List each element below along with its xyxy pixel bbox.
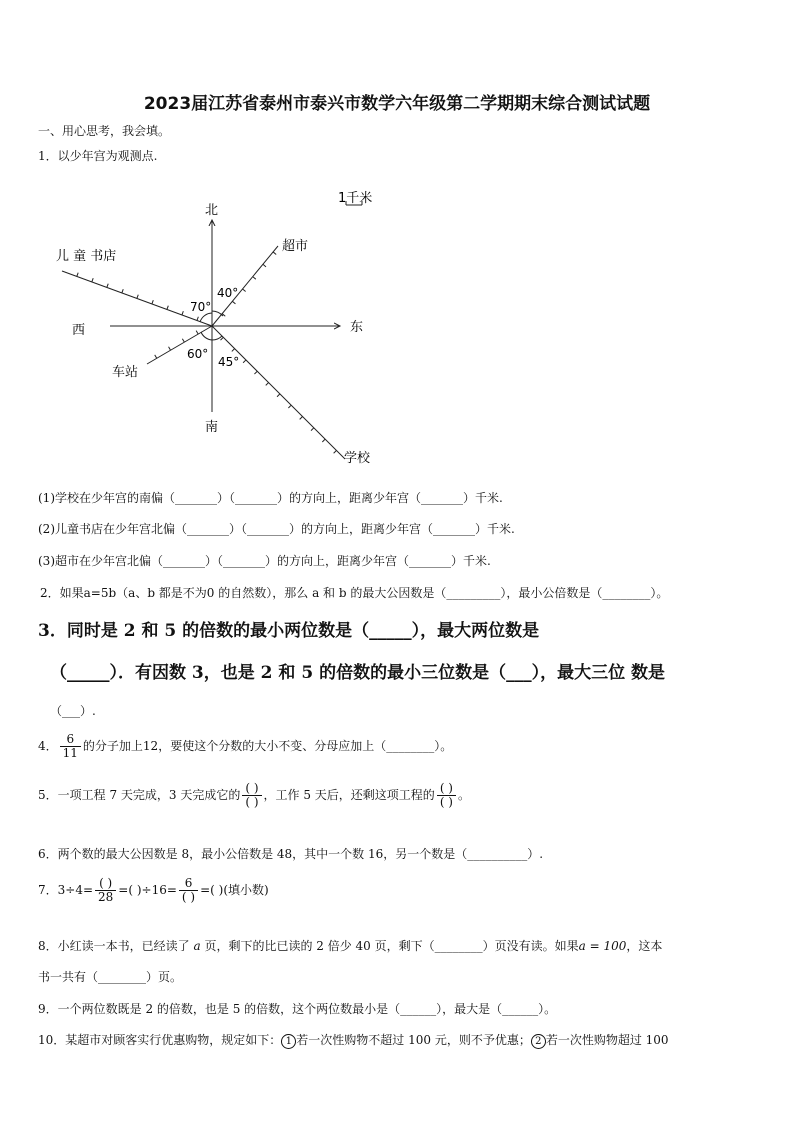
fraction-6-11: $\frac{6}{11}$ [60, 733, 81, 760]
question-8-line1: 8．小红读一本书，已经读了 a 页，剩下的比已读的 2 倍少 40 页，剩下（________）页没有读。如果a = 100，这本 [38, 939, 663, 953]
tick-mark [334, 450, 337, 453]
tick-mark [288, 405, 291, 408]
tick-mark [182, 311, 183, 315]
bookstore-label: 儿 童 书店 [56, 249, 117, 264]
angle-40-label: 40° [217, 286, 239, 300]
tick-mark [182, 339, 184, 342]
tick-mark [243, 360, 246, 363]
tick-mark [155, 355, 157, 358]
tick-mark [232, 349, 235, 352]
south-label: 南 [205, 420, 219, 435]
section-heading: 一、用心思考，我会填。 [38, 124, 171, 138]
west-label: 西 [72, 323, 86, 338]
north-label: 北 [205, 203, 219, 218]
tick-mark [169, 347, 171, 350]
school-label: 学校 [344, 451, 371, 466]
angle-45-label: 45° [218, 355, 240, 369]
angle-arc-70 [200, 313, 212, 322]
tick-mark [263, 264, 266, 267]
page-title: 2023届江苏省泰州市泰兴市数学六年级第二学期期末综合测试试题 [143, 94, 651, 114]
question-2: 2．如果a=5b（a、b 都是不为0 的自然数），那么 a 和 b 的最大公因数是（_________），最小公倍数是（________）。 [40, 586, 669, 600]
angle-60-label: 60° [187, 347, 209, 361]
tick-mark [92, 278, 93, 282]
supermarket-label: 超市 [282, 239, 309, 254]
tick-mark [232, 301, 235, 304]
question-6: 6．两个数的最大公因数是 8，最小公倍数是 48，其中一个数 16，另一个数是（__________）. [38, 847, 544, 861]
tick-mark [253, 277, 256, 280]
tick-mark [197, 317, 198, 321]
q1-sub1: (1)学校在少年宫的南偏（_______）（_______）的方向上，距离少年宫（_______）千米. [38, 491, 503, 505]
tick-mark [77, 273, 78, 277]
q1-intro: 1．以少年宫为观测点. [38, 149, 158, 163]
scale-label: 1千米 [338, 191, 373, 206]
tick-mark [300, 417, 303, 420]
question-10: 10．某超市对顾客实行优惠购物，规定如下： 1 若一次性购物不超过 100 元，则不予优惠； 2 若一次性购物超过 100 [38, 1033, 669, 1047]
fraction-blank-28: $\frac{( )}{28}$ [95, 877, 116, 904]
q1-sub2: (2)儿童书店在少年宫北偏（_______）（_______）的方向上，距离少年宫（_______）千米. [38, 522, 515, 536]
question-3-line2: （_____）．有因数 3，也是 2 和 5 的倍数的最小三位数是（___），最大三位 数是 [50, 663, 665, 683]
q1-sub3: (3)超市在少年宫北偏（_______）（_______）的方向上，距离少年宫（_______）千米. [38, 554, 491, 568]
question-9: 9．一个两位数既是 2 的倍数，也是 5 的倍数，这个两位数最小是（______），最大是（______）。 [38, 1002, 557, 1016]
question-7: 7．3÷4= $\frac{( )}{28}$ =( )÷16= $\frac{6}{( )}$ =( )(填小数) [38, 876, 269, 905]
tick-mark [137, 295, 138, 299]
tick-mark [196, 331, 198, 334]
fraction-blank-1: $\frac{( )}{( )}$ [242, 782, 261, 809]
angle-70-label: 70° [190, 300, 212, 314]
tick-mark [122, 289, 123, 293]
tick-mark [311, 428, 314, 431]
question-4: 4． $\frac{6}{11}$ 的分子加上12，要使这个分数的大小不变、分母应加上（________）。 [38, 732, 453, 761]
tick-mark [152, 300, 153, 304]
tick-mark [254, 371, 257, 374]
tick-mark [167, 306, 168, 310]
angle-arc-45 [212, 336, 222, 340]
question-3-line3: （___）. [50, 704, 96, 718]
tick-mark [266, 383, 269, 386]
question-5: 5．一项工程 7 天完成，3 天完成它的 $\frac{( )}{( )}$ ，工作 5 天后，还剩这项工程的 $\frac{( )}{( )}$ 。 [38, 781, 471, 810]
question-8-line2: 书一共有（________）页。 [38, 970, 183, 984]
tick-mark [322, 439, 325, 442]
fraction-blank-2: $\frac{( )}{( )}$ [437, 782, 456, 809]
tick-mark [107, 284, 108, 288]
tick-mark [220, 337, 223, 340]
station-label: 车站 [112, 365, 139, 380]
bookstore-ray [62, 271, 212, 326]
fraction-6-blank: $\frac{6}{( )}$ [179, 877, 198, 904]
angle-arc-60 [201, 332, 212, 340]
direction-diagram [40, 180, 420, 470]
tick-mark [243, 289, 246, 292]
question-3-line1: 3．同时是 2 和 5 的倍数的最小两位数是（_____），最大两位数是 [38, 621, 540, 641]
east-label: 东 [350, 320, 364, 335]
tick-mark [273, 252, 276, 255]
tick-mark [277, 394, 280, 397]
